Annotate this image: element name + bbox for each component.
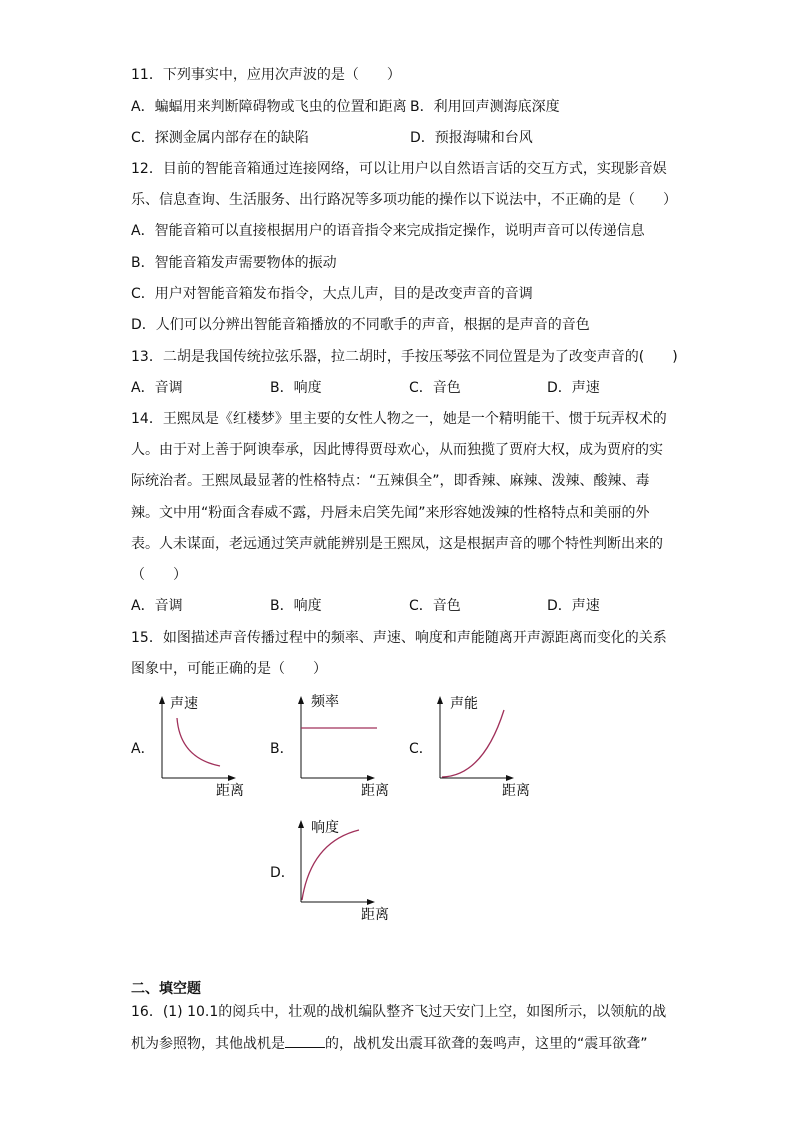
q15-line2: 图象中，可能正确的是（ ） — [131, 661, 327, 677]
q11-option-d: D．预报海啸和台风 — [410, 130, 533, 146]
q14-option-c: C．音色 — [409, 598, 461, 614]
q16-line1: 16．(1) 10.1的阅兵中，壮观的战机编队整齐飞过天安门上空，如图所示，以领航的战 — [131, 1004, 667, 1020]
q11-option-b: B．利用回声测海底深度 — [410, 99, 560, 115]
q12-option-d: D．人们可以分辨出智能音箱播放的不同歌手的声音，根据的是声音的音色 — [131, 317, 590, 333]
graph-a-ylabel: 声速 — [170, 696, 198, 712]
q14-line5: 表。人未谋面，老远通过笑声就能辨别是王熙凤，这是根据声音的哪个特性判断出来的 — [131, 536, 663, 552]
section-title-fill-in: 二、填空题 — [131, 981, 201, 997]
q16-line2-part2: 的，战机发出震耳欲聋的轰鸣声，这里的“震耳欲聋” — [325, 1036, 648, 1052]
q14-option-a: A．音调 — [131, 598, 183, 614]
q13-option-c: C．音色 — [409, 380, 461, 396]
graph-b-ylabel: 频率 — [311, 694, 339, 710]
q15-line1: 15．如图描述声音传播过程中的频率、声速、响度和声能随离开声源距离而变化的关系 — [131, 630, 667, 646]
q12-stem-line2: 乐、信息查询、生活服务、出行路况等多项功能的操作以下说法中，不正确的是（ ） — [131, 192, 677, 208]
q11-stem: 11．下列事实中，应用次声波的是（ ） — [131, 67, 401, 83]
q11-option-a: A．蝙蝠用来判断障碍物或飞虫的位置和距离 — [131, 99, 407, 115]
graph-d-curve — [302, 830, 359, 900]
graph-c-curve — [442, 710, 504, 777]
graph-a-curve — [177, 718, 220, 766]
q11-option-c: C．探测金属内部存在的缺陷 — [131, 130, 309, 146]
graph-c-letter: C． — [409, 741, 433, 757]
q16-line2-part1: 机为参照物，其他战机是 — [131, 1036, 285, 1052]
q14-line2: 人。由于对上善于阿谀奉承，因此博得贾母欢心，从而独揽了贾府大权，成为贾府的实 — [131, 442, 663, 458]
graph-d-ylabel: 响度 — [311, 820, 339, 836]
q12-stem-line1: 12．目前的智能音箱通过连接网络，可以让用户以自然语言话的交互方式，实现影音娱 — [131, 161, 667, 177]
q14-line4: 辣。文中用“粉面含春威不露，丹唇未启笑先闻”来形容她泼辣的性格特点和美丽的外 — [131, 505, 650, 521]
graph-d — [289, 812, 399, 928]
graph-a-xlabel: 距离 — [216, 783, 244, 799]
q13-option-b: B．响度 — [270, 380, 322, 396]
graph-a — [150, 688, 260, 804]
graph-c — [428, 688, 538, 804]
q14-line6: （ ） — [131, 567, 187, 583]
graph-b-letter: B． — [270, 741, 294, 757]
q14-option-d: D．声速 — [547, 598, 600, 614]
q12-option-c: C．用户对智能音箱发布指令，大点儿声，目的是改变声音的音调 — [131, 286, 533, 302]
q12-option-b: B．智能音箱发声需要物体的振动 — [131, 255, 337, 271]
graph-d-xlabel: 距离 — [361, 907, 389, 923]
q14-line1: 14．王熙凤是《红楼梦》里主要的女性人物之一，她是一个精明能干、惯于玩弄权术的 — [131, 411, 667, 427]
graph-c-ylabel: 声能 — [450, 696, 478, 712]
graph-d-letter: D． — [270, 865, 295, 881]
q16-answer-blank[interactable] — [285, 1033, 325, 1048]
q13-stem: 13．二胡是我国传统拉弦乐器，拉二胡时，手按压琴弦不同位置是为了改变声音的( ) — [131, 349, 678, 365]
q14-option-b: B．响度 — [270, 598, 322, 614]
graph-b — [289, 688, 399, 804]
graph-c-xlabel: 距离 — [502, 783, 530, 799]
q12-option-a: A．智能音箱可以直接根据用户的语音指令来完成指定操作，说明声音可以传递信息 — [131, 223, 645, 239]
graph-b-xlabel: 距离 — [361, 783, 389, 799]
q16-line2 — [131, 1033, 674, 1054]
q13-option-a: A．音调 — [131, 380, 183, 396]
q14-line3: 际统治者。王熙凤最显著的性格特点：“五辣俱全”，即香辣、麻辣、泼辣、酸辣、毒 — [131, 473, 650, 489]
graph-a-letter: A． — [131, 741, 155, 757]
q13-option-d: D．声速 — [547, 380, 600, 396]
